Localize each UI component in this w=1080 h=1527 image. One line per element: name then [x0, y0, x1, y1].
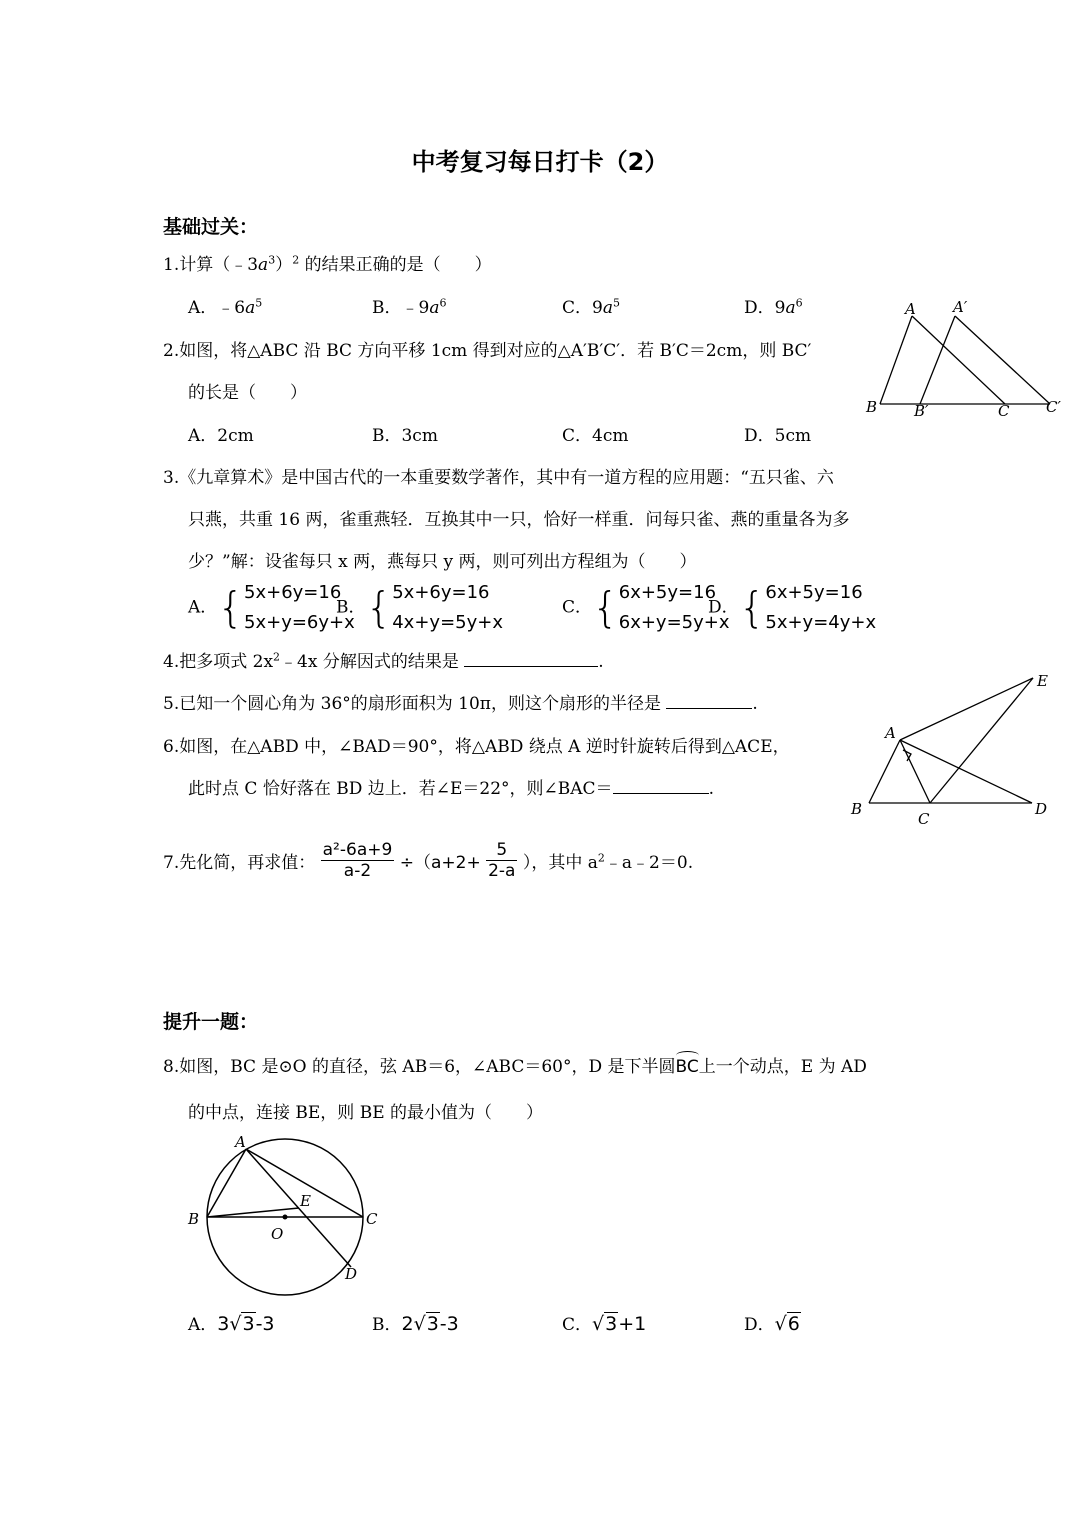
q2-translation-figure	[860, 300, 1070, 420]
question-4: 4.把多项式 $2x^2﹣4x$ 分解因式的结果是 .	[163, 650, 604, 672]
question-7: 7.先化简，再求值： $\frac{\text{a²-6a+9}}{a-2}$ ÷（a+2+ $\frac{5}{2-a}$ ），其中 $a^2﹣a﹣2=0$.	[163, 840, 694, 881]
q1-option-a[interactable]: A．$﹣6a^5$	[188, 296, 263, 318]
page-title: 中考复习每日打卡（2）	[411, 148, 669, 176]
question-6-line1: 6.如图，在△ABD 中，∠BAD＝90°，将△ABD 绕点 A 逆时针旋转后得到△ACE，	[163, 737, 790, 757]
question-8-line1: 8.如图，BC 是⊙O 的直径，弦 AB＝6，∠ABC＝60°，D 是下半圆 BC上一个动点，E 为 AD	[163, 1052, 867, 1077]
question-2-line2: 的长是（ ）	[188, 383, 307, 403]
q6-rotation-figure	[845, 668, 1060, 833]
q3-option-d[interactable]: D．{6x+5y=16 5x+y=4y+x	[708, 582, 877, 633]
q6-label-D: D	[1035, 800, 1048, 818]
q2-option-a[interactable]: A．2cm	[188, 426, 254, 446]
q8-label-B: B	[188, 1210, 200, 1228]
question-3-line3: 少？”解：设雀每只 x 两，燕每只 y 两，则可列出方程组为（ ）	[188, 552, 697, 572]
question-8-line2: 的中点，连接 BE，则 BE 的最小值为（ ）	[188, 1103, 544, 1123]
q2-label-B: B	[866, 398, 878, 416]
section-heading-basic: 基础过关：	[163, 216, 259, 238]
q8-circle-figure	[180, 1130, 390, 1300]
q2-label-C: C	[998, 402, 1010, 420]
q2-label-C-prime: C′	[1046, 398, 1061, 416]
q8-label-C: C	[366, 1210, 378, 1228]
q6-label-B: B	[851, 800, 863, 818]
q8-option-d[interactable]: D．√6	[744, 1313, 800, 1335]
question-3-line2: 只燕，共重 16 两，雀重燕轻．互换其中一只，恰好一样重．问每只雀、燕的重量各为多	[188, 510, 850, 530]
q3-option-b[interactable]: B．{5x+6y=16 4x+y=5y+x	[336, 582, 503, 633]
q2-option-c[interactable]: C．4cm	[562, 426, 629, 446]
q8-label-O: O	[271, 1225, 284, 1243]
q6-label-A: A	[885, 724, 896, 742]
question-5: 5.已知一个圆心角为 36°的扇形面积为 10π，则这个扇形的半径是 .	[163, 694, 758, 714]
q2-label-A-prime: A′	[953, 298, 968, 316]
q7-fraction-2: $\frac{5}{2-a}$	[488, 840, 516, 881]
question-1: 1.计算$(﹣3a^3)^2$ 的结果正确的是（ ）	[163, 253, 492, 275]
q2-option-b[interactable]: B．3cm	[372, 426, 438, 446]
section-heading-advanced: 提升一题：	[163, 1011, 259, 1033]
q8-label-D: D	[345, 1265, 358, 1283]
q8-label-E: E	[300, 1192, 311, 1210]
q5-answer-blank[interactable]	[666, 692, 752, 709]
q3-option-a[interactable]: A．{5x+6y=16 5x+y=6y+x	[188, 582, 355, 633]
q1-option-c[interactable]: C．$9a^5$	[562, 296, 620, 318]
question-6-line2: 此时点 C 恰好落在 BD 边上．若∠E＝22°，则∠BAC＝ .	[188, 779, 714, 799]
q6-label-C: C	[918, 810, 930, 828]
q3-option-c[interactable]: C．{6x+5y=16 6x+y=5y+x	[562, 582, 730, 633]
q1-option-b[interactable]: B．$﹣9a^6$	[372, 296, 447, 318]
q2-option-d[interactable]: D．5cm	[744, 426, 812, 446]
q4-answer-blank[interactable]	[464, 650, 598, 667]
q7-fraction-1: $\frac{\text{a²-6a+9}}{a-2}$	[322, 840, 393, 881]
q6-answer-blank[interactable]	[613, 777, 709, 794]
q2-label-A: A	[905, 300, 916, 318]
q2-label-B-prime: B′	[914, 402, 929, 420]
question-2-line1: 2.如图，将△ABC 沿 BC 方向平移 1cm 得到对应的△A′B′C′．若 B′C＝2cm，则 BC′	[163, 341, 812, 361]
q8-option-a[interactable]: A．3√3-3	[188, 1313, 275, 1335]
q8-option-c[interactable]: C．√3+1	[562, 1313, 647, 1335]
q8-option-b[interactable]: B．2√3-3	[372, 1313, 459, 1335]
q6-label-E: E	[1037, 672, 1048, 690]
q8-label-A: A	[235, 1133, 246, 1151]
q1-option-d[interactable]: D．$9a^6$	[744, 296, 803, 318]
question-3-line1: 3.《九章算术》是中国古代的一本重要数学著作，其中有一道方程的应用题：“五只雀、六	[163, 468, 834, 488]
